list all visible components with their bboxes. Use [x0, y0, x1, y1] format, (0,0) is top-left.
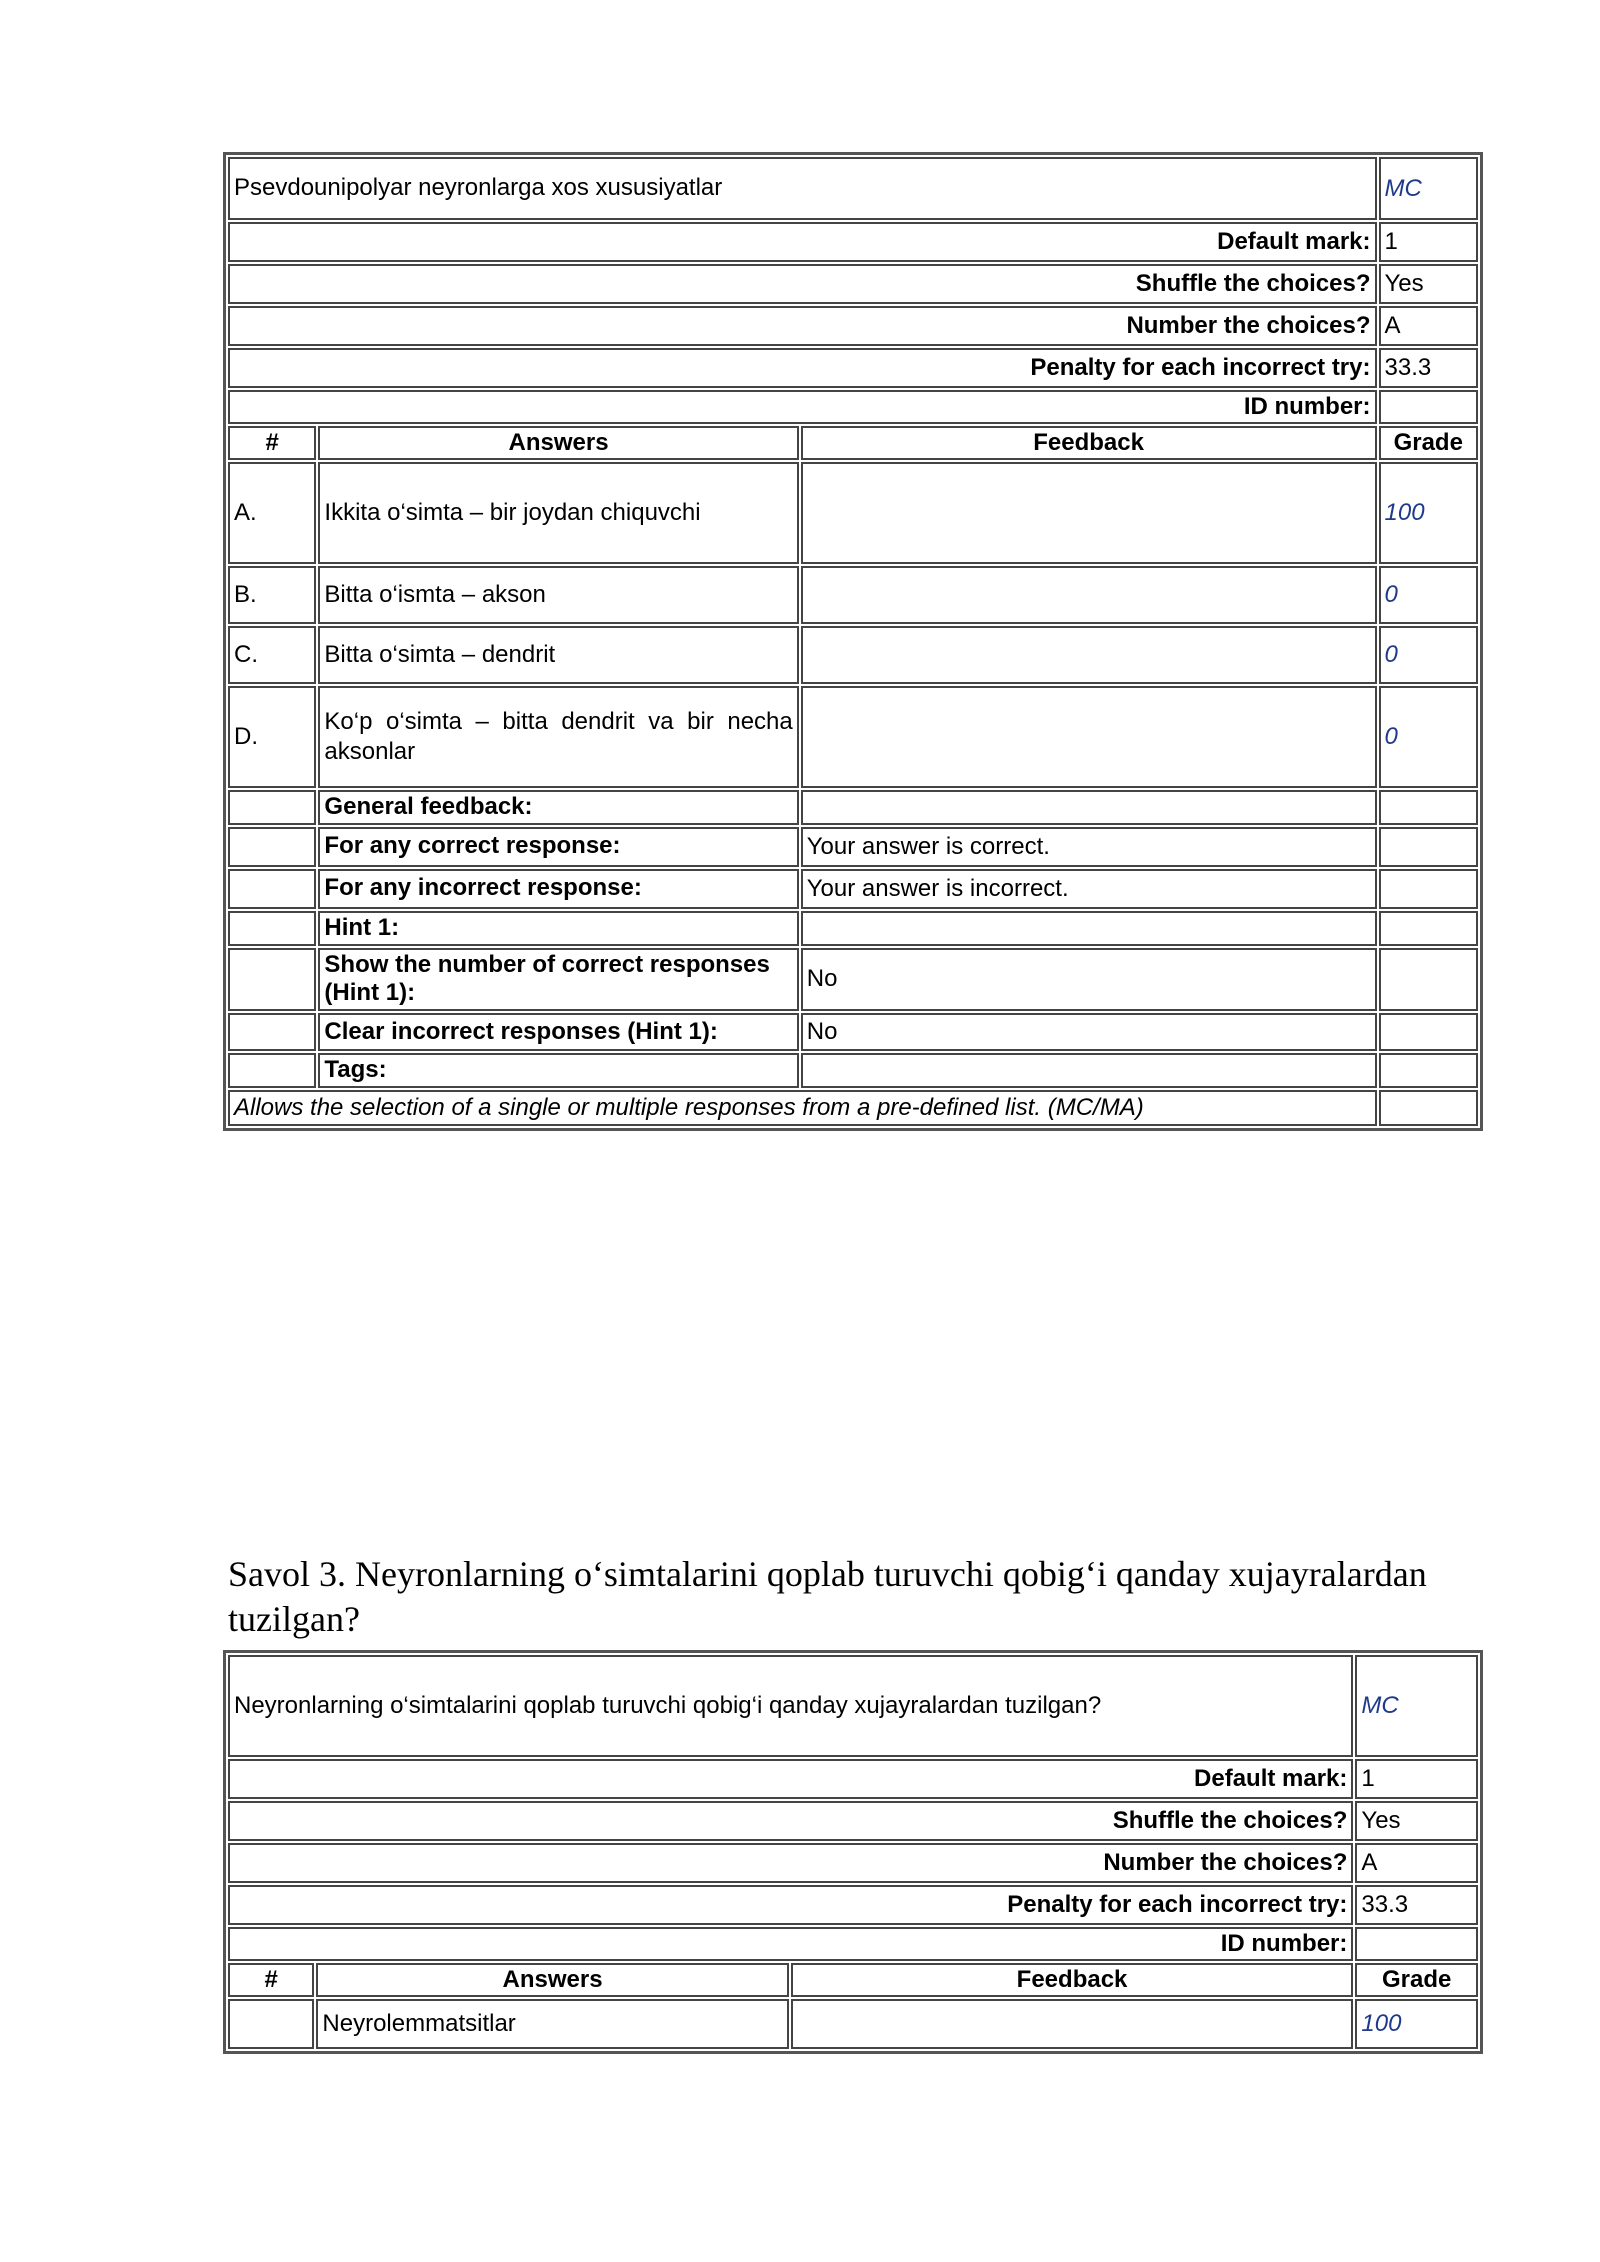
number-choices-label: Number the choices? — [228, 1843, 1353, 1883]
question-title: Neyronlarning o‘simtalarini qoplab turuvchi qobig‘i qanday xujayralardan tuzilgan? — [228, 1655, 1353, 1757]
feedback-row — [228, 827, 1478, 867]
answer-text: Neyrolemmatsitlar — [316, 1999, 788, 2049]
number-choices-label: Number the choices? — [228, 306, 1377, 346]
feedback-row-spacer — [228, 790, 316, 825]
feedback-row-empty — [1379, 827, 1479, 867]
feedback-row-empty — [1379, 790, 1479, 825]
feedback-label: Hint 1: — [318, 911, 798, 946]
header-answers: Answers — [316, 1963, 788, 1997]
feedback-row-empty — [1379, 1053, 1479, 1088]
answer-text: Bitta o‘simta – dendrit — [318, 626, 798, 684]
answer-letter: D. — [228, 686, 316, 788]
feedback-label: Show the number of correct responses (Hint 1): — [318, 948, 798, 1012]
feedback-value: Your answer is correct. — [801, 827, 1377, 867]
answer-row — [228, 686, 1478, 788]
feedback-row-spacer — [228, 1013, 316, 1051]
feedback-row-spacer — [228, 827, 316, 867]
question-1-block — [223, 152, 1483, 1131]
feedback-row — [228, 1053, 1478, 1088]
shuffle-label: Shuffle the choices? — [228, 264, 1377, 304]
feedback-label: Tags: — [318, 1053, 798, 1088]
question-type-description: Allows the selection of a single or multiple responses from a pre-defined list. (MC/MA) — [228, 1090, 1377, 1126]
feedback-row — [228, 1013, 1478, 1051]
feedback-value: Your answer is incorrect. — [801, 869, 1377, 909]
feedback-value: No — [801, 1013, 1377, 1051]
feedback-row — [228, 790, 1478, 825]
answer-text: Bitta o‘ismta – akson — [318, 566, 798, 624]
shuffle-value: Yes — [1379, 264, 1479, 304]
id-number-value — [1355, 1927, 1478, 1961]
feedback-row — [228, 948, 1478, 1012]
feedback-label: Clear incorrect responses (Hint 1): — [318, 1013, 798, 1051]
question-type: MC — [1379, 157, 1479, 220]
default-mark-value: 1 — [1379, 222, 1479, 262]
header-feedback: Feedback — [801, 426, 1377, 460]
feedback-label: General feedback: — [318, 790, 798, 825]
header-grade: Grade — [1355, 1963, 1478, 1997]
feedback-row-spacer — [228, 869, 316, 909]
number-choices-value: A — [1379, 306, 1479, 346]
feedback-label: For any correct response: — [318, 827, 798, 867]
id-number-label: ID number: — [228, 1927, 1353, 1961]
shuffle-value: Yes — [1355, 1801, 1478, 1841]
answer-letter: B. — [228, 566, 316, 624]
answer-row — [228, 1999, 1478, 2049]
feedback-row-spacer — [228, 1053, 316, 1088]
id-number-value — [1379, 390, 1479, 424]
answer-grade: 100 — [1355, 1999, 1478, 2049]
answer-row — [228, 462, 1478, 564]
header-feedback: Feedback — [791, 1963, 1354, 1997]
default-mark-value: 1 — [1355, 1759, 1478, 1799]
feedback-row-empty — [1379, 911, 1479, 946]
penalty-value: 33.3 — [1379, 348, 1479, 388]
penalty-value: 33.3 — [1355, 1885, 1478, 1925]
header-num: # — [228, 426, 316, 460]
question-3-heading: Savol 3. Neyronlarning o‘simtalarini qoplab turuvchi qobig‘i qanday xujayralardan tuzilgan? — [228, 1554, 1427, 1639]
feedback-row-empty — [1379, 1013, 1479, 1051]
answer-text: Ko‘p o‘simta – bitta dendrit va bir necha aksonlar — [318, 686, 798, 788]
feedback-row-empty — [1379, 869, 1479, 909]
default-mark-label: Default mark: — [228, 222, 1377, 262]
feedback-row — [228, 911, 1478, 946]
answer-letter: C. — [228, 626, 316, 684]
default-mark-label: Default mark: — [228, 1759, 1353, 1799]
penalty-label: Penalty for each incorrect try: — [228, 1885, 1353, 1925]
feedback-value — [801, 1053, 1377, 1088]
answer-feedback — [791, 1999, 1354, 2049]
shuffle-label: Shuffle the choices? — [228, 1801, 1353, 1841]
answer-grade: 0 — [1379, 626, 1479, 684]
penalty-label: Penalty for each incorrect try: — [228, 348, 1377, 388]
answer-row — [228, 626, 1478, 684]
answer-feedback — [801, 626, 1377, 684]
feedback-value — [801, 790, 1377, 825]
feedback-row-spacer — [228, 911, 316, 946]
header-grade: Grade — [1379, 426, 1479, 460]
answer-feedback — [801, 686, 1377, 788]
question-1-table — [223, 152, 1483, 1131]
answer-feedback — [801, 462, 1377, 564]
feedback-value: No — [801, 948, 1377, 1012]
answer-text: Ikkita o‘simta – bir joydan chiquvchi — [318, 462, 798, 564]
answer-grade: 0 — [1379, 566, 1479, 624]
answer-letter — [228, 1999, 314, 2049]
feedback-row — [228, 869, 1478, 909]
footer-empty — [1379, 1090, 1479, 1126]
answer-grade: 100 — [1379, 462, 1479, 564]
number-choices-value: A — [1355, 1843, 1478, 1883]
feedback-label: For any incorrect response: — [318, 869, 798, 909]
feedback-value — [801, 911, 1377, 946]
header-answers: Answers — [318, 426, 798, 460]
question-2-block — [223, 1650, 1483, 2054]
answer-row — [228, 566, 1478, 624]
feedback-row-empty — [1379, 948, 1479, 1012]
question-2-table — [223, 1650, 1483, 2054]
feedback-row-spacer — [228, 948, 316, 1012]
header-num: # — [228, 1963, 314, 1997]
question-type: MC — [1355, 1655, 1478, 1757]
id-number-label: ID number: — [228, 390, 1377, 424]
question-title: Psevdounipolyar neyronlarga xos xususiyatlar — [228, 157, 1377, 220]
answer-grade: 0 — [1379, 686, 1479, 788]
answer-feedback — [801, 566, 1377, 624]
answer-letter: A. — [228, 462, 316, 564]
